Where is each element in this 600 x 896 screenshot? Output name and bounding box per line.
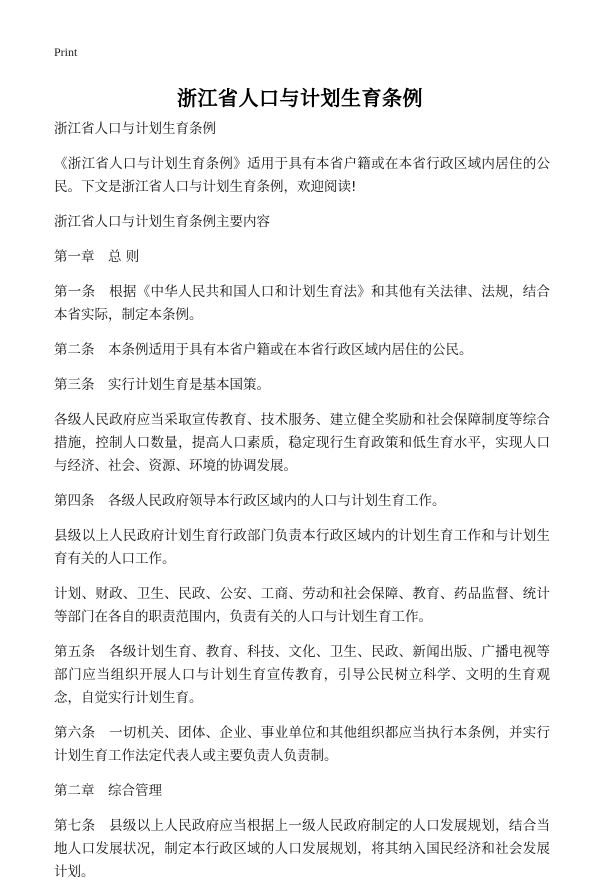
paragraph: 计划、财政、卫生、民政、公安、工商、劳动和社会保障、教育、药品监督、统计等部门在各自的职责范围内，负责有关的人口与计划生育工作。	[54, 586, 550, 625]
paragraph: 各级人民政府应当采取宣传教育、技术服务、建立健全奖励和社会保障制度等综合措施，控制人口数量，提高人口素质，稳定现行生育政策和低生育水平，实现人口与经济、社会、资源、环境的协调发展。	[54, 412, 550, 474]
article-paragraph: 第三条 实行计划生育是基本国策。	[54, 377, 270, 393]
document-title: 浙江省人口与计划生育条例	[177, 86, 423, 110]
article-paragraph: 第六条 一切机关、团体、企业、事业单位和其他组织都应当执行本条例，并实行计划生育工作法定代表人或主要负责人负责制。	[54, 725, 550, 764]
article-paragraph: 第四条 各级人民政府领导本行政区域内的人口与计划生育工作。	[54, 493, 446, 509]
article-paragraph: 第一条 根据《中华人民共和国人口和计划生育法》和其他有关法律、法规，结合本省实际，制定本条例。	[54, 284, 550, 323]
paragraph: 《浙江省人口与计划生育条例》适用于具有本省户籍或在本省行政区域内居住的公民。下文是浙江省人口与计划生育条例，欢迎阅读!	[54, 156, 550, 195]
paragraph: 县级以上人民政府计划生育行政部门负责本行政区域内的计划生育工作和与计划生育有关的人口工作。	[54, 528, 550, 567]
print-label: Print	[54, 45, 78, 59]
chapter-heading: 第二章 综合管理	[54, 783, 162, 799]
chapter-heading: 第一章 总 则	[54, 249, 140, 265]
paragraph: 浙江省人口与计划生育条例	[54, 121, 216, 137]
article-paragraph: 第五条 各级计划生育、教育、科技、文化、卫生、民政、新闻出版、广播电视等部门应当组织开展人口与计划生育宣传教育，引导公民树立科学、文明的生育观念，自觉实行计划生育。	[54, 644, 550, 706]
paragraph: 浙江省人口与计划生育条例主要内容	[54, 214, 270, 230]
article-paragraph: 第二条 本条例适用于具有本省户籍或在本省行政区域内居住的公民。	[54, 342, 473, 358]
article-paragraph: 第七条 县级以上人民政府应当根据上一级人民政府制定的人口发展规划，结合当地人口发展状况，制定本行政区域的人口发展规划，将其纳入国民经济和社会发展计划。	[54, 818, 550, 880]
document-body	[54, 118, 550, 896]
